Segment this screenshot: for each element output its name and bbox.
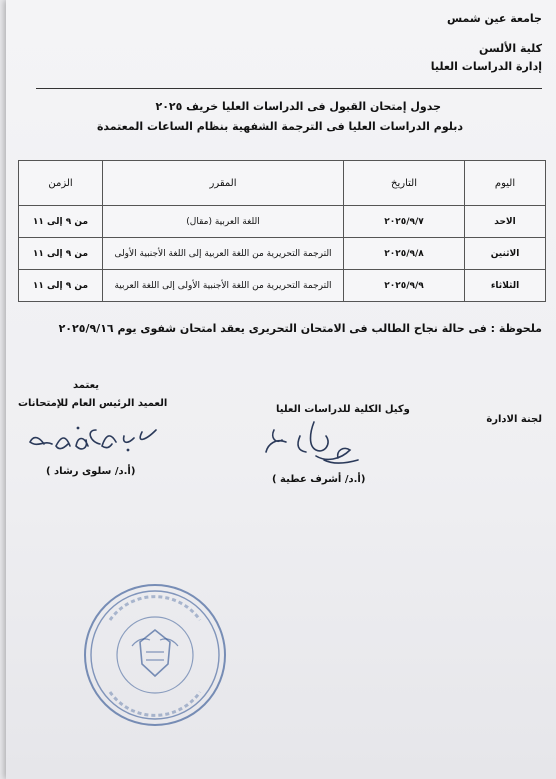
- row-course: اللغة العربية (مقال): [103, 206, 344, 238]
- oral-exam-note: ملحوظة : فى حالة نجاح الطالب فى الامتحان التحريرى يعقد امتحان شفوى يوم ٢٠٢٥/٩/١٦: [58, 322, 542, 335]
- dean-signature-icon: [16, 420, 166, 460]
- row-date: ٢٠٢٥/٩/٧: [344, 206, 465, 238]
- col-header-time: الزمن: [19, 161, 103, 206]
- approval-label: يعتمد: [73, 380, 99, 391]
- table-header-row: [19, 161, 546, 206]
- row-day: الاثنين: [465, 238, 546, 270]
- faculty-name: كلية الألسن: [478, 42, 542, 55]
- row-day: الثلاثاء: [465, 270, 546, 302]
- department-name: إدارة الدراسات العليا: [430, 60, 542, 73]
- document-page: [6, 0, 556, 779]
- schedule-subtitle: دبلوم الدراسات العليا فى الترجمة الشفهية بنظام الساعات المعتمدة: [96, 120, 463, 133]
- row-day: الاحد: [465, 206, 546, 238]
- schedule-title: جدول إمتحان القبول فى الدراسات العليا خريف ٢٠٢٥: [155, 100, 441, 113]
- row-time: من ٩ إلى ١١: [19, 270, 103, 302]
- table-row: [19, 270, 546, 302]
- table-row: [19, 238, 546, 270]
- row-time: من ٩ إلى ١١: [19, 238, 103, 270]
- row-course: الترجمة التحريرية من اللغة العربية إلى اللغة الأجنبية الأولى: [103, 238, 344, 270]
- official-seal-icon: [80, 580, 230, 730]
- row-date: ٢٠٢٥/٩/٩: [344, 270, 465, 302]
- header-divider: [36, 88, 542, 89]
- committee-label: لجنة الادارة: [486, 414, 542, 425]
- table-row: [19, 206, 546, 238]
- vice-dean-name: (أ.د/ أشرف عطية ): [272, 474, 366, 485]
- col-header-course: المقرر: [103, 161, 344, 206]
- vice-dean-signature-icon: [254, 416, 364, 472]
- row-course: الترجمة التحريرية من اللغة الأجنبية الأولى إلى اللغة العربية: [103, 270, 344, 302]
- dean-name: (أ.د/ سلوى رشاد ): [46, 466, 136, 477]
- university-name: جامعة عين شمس: [446, 12, 542, 25]
- exam-schedule-table: [18, 160, 546, 302]
- vice-dean-title: وكيل الكلية للدراسات العليا: [276, 404, 410, 415]
- col-header-date: التاريخ: [344, 161, 465, 206]
- row-date: ٢٠٢٥/٩/٨: [344, 238, 465, 270]
- dean-title: العميد الرئيس العام للإمتحانات: [18, 398, 168, 409]
- row-time: من ٩ إلى ١١: [19, 206, 103, 238]
- col-header-day: اليوم: [465, 161, 546, 206]
